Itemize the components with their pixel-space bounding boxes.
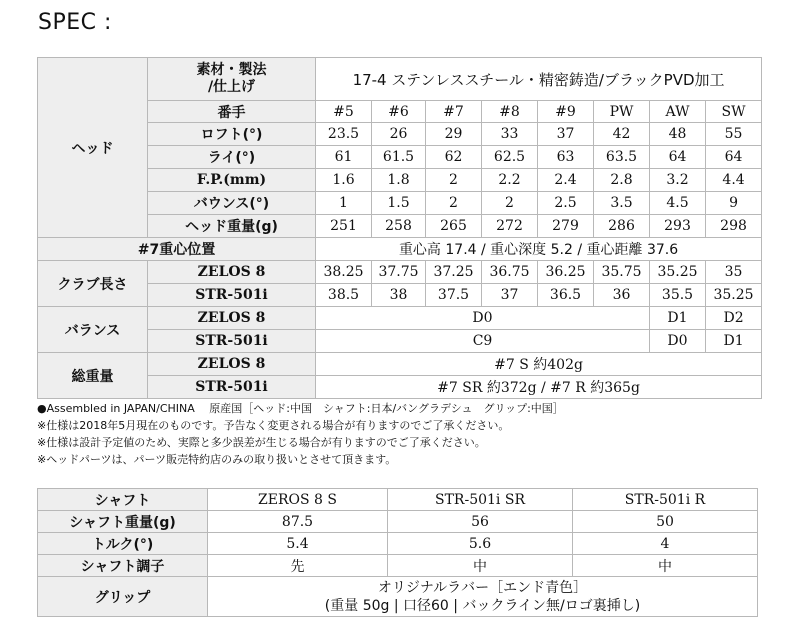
torque-label: トルク(°) (38, 533, 208, 555)
shaft-name-cell: STR-501i SR (388, 489, 573, 511)
balance-label: バランス (38, 307, 148, 353)
total-weight-cell: #7 SR 約372g / #7 R 約365g (316, 376, 762, 399)
loft-cell: 55 (706, 123, 762, 146)
balance-aw-cell: D1 (650, 307, 706, 330)
balance-sw-cell: D2 (706, 307, 762, 330)
material-row (38, 58, 762, 101)
total-weight-model: ZELOS 8 (148, 353, 316, 376)
total-weight-row (38, 353, 762, 376)
note-line: ※仕様は2018年5月現在のものです。予告なく変更される場合が有りますのでご了承ください。 (37, 419, 510, 432)
head-weight-cell: 293 (650, 215, 706, 238)
head-weight-cell: 265 (426, 215, 482, 238)
material-value: 17-4 ステンレススチール・精密鋳造/ブラックPVD加工 (316, 58, 762, 101)
fp-cell: 3.2 (650, 169, 706, 192)
shaft-table (37, 488, 758, 617)
length-cell: 36.5 (538, 284, 594, 307)
cog-row (38, 238, 762, 261)
kick-point-cell: 先 (208, 555, 388, 577)
bounce-cell: 4.5 (650, 192, 706, 215)
fp-cell: 1.8 (372, 169, 426, 192)
loft-cell: 48 (650, 123, 706, 146)
torque-cell: 5.6 (388, 533, 573, 555)
head-weight-cell: 298 (706, 215, 762, 238)
total-weight-label: 総重量 (38, 353, 148, 399)
length-cell: 35.25 (650, 261, 706, 284)
lie-cell: 61 (316, 146, 372, 169)
head-weight-cell: 258 (372, 215, 426, 238)
shaft-weight-row (38, 511, 758, 533)
length-cell: 38 (372, 284, 426, 307)
kick-point-label: シャフト調子 (38, 555, 208, 577)
kick-point-cell: 中 (388, 555, 573, 577)
fp-cell: 2.8 (594, 169, 650, 192)
lie-cell: 64 (650, 146, 706, 169)
lie-cell: 61.5 (372, 146, 426, 169)
number-cell: #7 (426, 101, 482, 123)
number-cell: SW (706, 101, 762, 123)
fp-cell: 4.4 (706, 169, 762, 192)
grip-line1: オリジナルラバー［エンド青色］ (377, 579, 588, 596)
cog-value: 重心高 17.4 / 重心深度 5.2 / 重心距離 37.6 (316, 238, 762, 261)
loft-cell: 23.5 (316, 123, 372, 146)
number-cell: #5 (316, 101, 372, 123)
grip-value (208, 577, 758, 617)
shaft-header-row (38, 489, 758, 511)
fp-cell: 1.6 (316, 169, 372, 192)
length-cell: 38.25 (316, 261, 372, 284)
length-cell: 37 (482, 284, 538, 307)
lie-cell: 62 (426, 146, 482, 169)
balance-aw-cell: D0 (650, 330, 706, 353)
shaft-weight-cell: 50 (573, 511, 758, 533)
shaft-weight-cell: 87.5 (208, 511, 388, 533)
balance-sw-cell: D1 (706, 330, 762, 353)
number-cell: PW (594, 101, 650, 123)
head-weight-cell: 279 (538, 215, 594, 238)
shaft-name-cell: ZEROS 8 S (208, 489, 388, 511)
material-label-line1: 素材・製法 (196, 62, 267, 78)
bounce-cell: 9 (706, 192, 762, 215)
kick-point-cell: 中 (573, 555, 758, 577)
note-line: ※仕様は設計予定値のため、実際と多少誤差が生じる場合が有りますのでご了承ください。 (37, 436, 486, 449)
kick-point-row (38, 555, 758, 577)
torque-cell: 4 (573, 533, 758, 555)
torque-cell: 5.4 (208, 533, 388, 555)
bounce-cell: 2 (426, 192, 482, 215)
head-weight-cell: 286 (594, 215, 650, 238)
number-cell: #6 (372, 101, 426, 123)
total-weight-model: STR-501i (148, 376, 316, 399)
fp-cell: 2 (426, 169, 482, 192)
length-cell: 35.5 (650, 284, 706, 307)
bounce-label: バウンス(°) (148, 192, 316, 215)
number-cell: #8 (482, 101, 538, 123)
lie-cell: 62.5 (482, 146, 538, 169)
length-label: クラブ長さ (38, 261, 148, 307)
balance-model: STR-501i (148, 330, 316, 353)
bounce-cell: 2.5 (538, 192, 594, 215)
fp-label: F.P.(mm) (148, 169, 316, 192)
bounce-cell: 1.5 (372, 192, 426, 215)
length-model: ZELOS 8 (148, 261, 316, 284)
material-label (148, 58, 316, 101)
bounce-cell: 1 (316, 192, 372, 215)
loft-cell: 37 (538, 123, 594, 146)
length-model: STR-501i (148, 284, 316, 307)
loft-cell: 42 (594, 123, 650, 146)
balance-model: ZELOS 8 (148, 307, 316, 330)
number-cell: #9 (538, 101, 594, 123)
head-weight-label: ヘッド重量(g) (148, 215, 316, 238)
length-cell: 38.5 (316, 284, 372, 307)
note-line: ※ヘッドパーツは、パーツ販売特約店のみの取り扱いとさせて頂きます。 (37, 453, 397, 466)
length-cell: 37.5 (426, 284, 482, 307)
material-label-line2: /仕上げ (207, 79, 256, 95)
notes (37, 400, 564, 468)
loft-label: ロフト(°) (148, 123, 316, 146)
grip-line2: (重量 50g | 口径60 | バックライン無/ロゴ裏挿し) (324, 597, 641, 614)
length-cell: 35.25 (706, 284, 762, 307)
loft-cell: 29 (426, 123, 482, 146)
grip-row (38, 577, 758, 617)
total-weight-cell: #7 S 約402g (316, 353, 762, 376)
balance-main-cell: C9 (316, 330, 650, 353)
length-cell: 36.25 (538, 261, 594, 284)
lie-cell: 63.5 (594, 146, 650, 169)
lie-label: ライ(°) (148, 146, 316, 169)
balance-main-cell: D0 (316, 307, 650, 330)
grip-label: グリップ (38, 577, 208, 617)
head-weight-cell: 272 (482, 215, 538, 238)
length-cell: 35.75 (594, 261, 650, 284)
note-line: ●Assembled in JAPAN/CHINA 原産国［ヘッド:中国 シャフト:日本/バングラデシュ グリップ:中国］ (37, 402, 564, 415)
loft-cell: 33 (482, 123, 538, 146)
number-label: 番手 (148, 101, 316, 123)
bounce-cell: 2 (482, 192, 538, 215)
shaft-weight-cell: 56 (388, 511, 573, 533)
length-cell: 36 (594, 284, 650, 307)
length-cell: 35 (706, 261, 762, 284)
length-cell: 36.75 (482, 261, 538, 284)
balance-row (38, 307, 762, 330)
shaft-weight-label: シャフト重量(g) (38, 511, 208, 533)
torque-row (38, 533, 758, 555)
length-row (38, 261, 762, 284)
lie-cell: 64 (706, 146, 762, 169)
page-title: SPEC : (38, 10, 112, 35)
loft-cell: 26 (372, 123, 426, 146)
cog-label: #7重心位置 (38, 238, 316, 261)
length-cell: 37.75 (372, 261, 426, 284)
shaft-name-cell: STR-501i R (573, 489, 758, 511)
fp-cell: 2.2 (482, 169, 538, 192)
number-cell: AW (650, 101, 706, 123)
spec-table (37, 57, 762, 399)
shaft-label: シャフト (38, 489, 208, 511)
length-cell: 37.25 (426, 261, 482, 284)
fp-cell: 2.4 (538, 169, 594, 192)
head-group-label: ヘッド (38, 58, 148, 238)
bounce-cell: 3.5 (594, 192, 650, 215)
lie-cell: 63 (538, 146, 594, 169)
head-weight-cell: 251 (316, 215, 372, 238)
